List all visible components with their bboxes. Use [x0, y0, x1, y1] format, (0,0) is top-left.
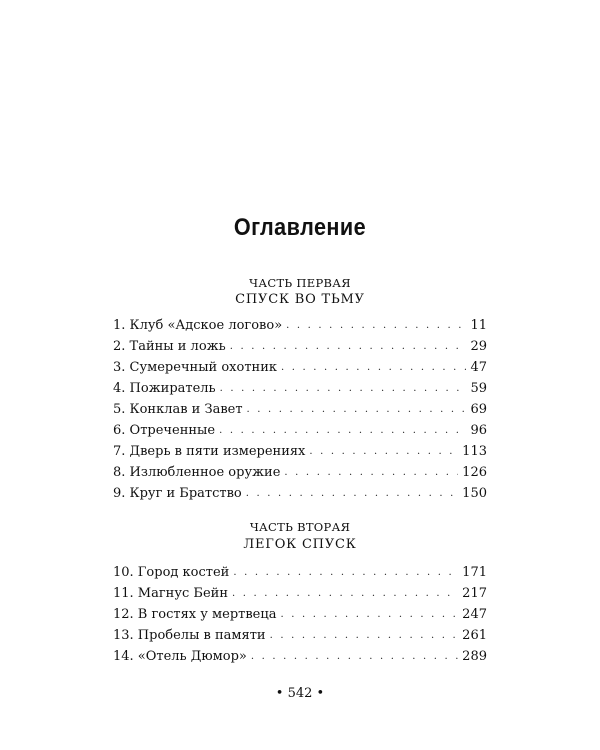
toc-entry	[113, 625, 487, 646]
chapter-page: 261	[462, 628, 487, 643]
chapter-page: 289	[462, 649, 487, 664]
dot-leader	[246, 483, 458, 504]
toc-entry	[113, 646, 487, 667]
chapter-title: 7. Дверь в пяти измерениях	[113, 444, 306, 459]
chapter-title: 4. Пожиратель	[113, 381, 216, 396]
dot-leader	[309, 441, 458, 462]
chapter-page: 11	[470, 318, 487, 333]
dot-leader	[286, 315, 466, 336]
page-title: Оглавление	[233, 214, 367, 241]
dot-leader	[220, 378, 467, 399]
chapter-title: 1. Клуб «Адское логово»	[113, 318, 283, 333]
toc-entry	[113, 336, 487, 357]
toc-entry	[113, 462, 487, 483]
chapter-page: 69	[470, 402, 487, 417]
chapter-page: 47	[470, 360, 487, 375]
dot-leader	[251, 646, 458, 667]
toc-entry	[113, 441, 487, 462]
chapter-page: 126	[462, 465, 487, 480]
chapter-page: 113	[462, 444, 487, 459]
chapter-title: 9. Круг и Братство	[113, 486, 242, 501]
dot-leader	[284, 462, 458, 483]
chapter-page: 96	[470, 423, 487, 438]
toc-part-two	[113, 562, 487, 667]
toc-entry	[113, 378, 487, 399]
part-two-label: ЧАСТЬ ВТОРАЯ	[249, 520, 351, 534]
chapter-title: 2. Тайны и ложь	[113, 339, 226, 354]
chapter-title: 11. Магнус Бейн	[113, 586, 228, 601]
toc-entry	[113, 604, 487, 625]
page-number: • 542 •	[275, 686, 325, 701]
chapter-title: 3. Сумеречный охотник	[113, 360, 277, 375]
dot-leader	[232, 583, 458, 604]
chapter-title: 13. Пробелы в памяти	[113, 628, 266, 643]
chapter-title: 12. В гостях у мертвеца	[113, 607, 277, 622]
chapter-title: 10. Город костей	[113, 565, 230, 580]
dot-leader	[270, 625, 459, 646]
toc-entry	[113, 483, 487, 504]
chapter-page: 171	[462, 565, 487, 580]
chapter-page: 150	[462, 486, 487, 501]
toc-entry	[113, 357, 487, 378]
toc-entry	[113, 562, 487, 583]
dot-leader	[233, 562, 458, 583]
dot-leader	[281, 604, 459, 625]
dot-leader	[219, 420, 466, 441]
chapter-page: 247	[462, 607, 487, 622]
toc-part-one	[113, 315, 487, 504]
chapter-page: 59	[470, 381, 487, 396]
part-one-name: СПУСК ВО ТЬМУ	[235, 292, 365, 307]
chapter-page: 29	[470, 339, 487, 354]
chapter-title: 6. Отреченные	[113, 423, 216, 438]
toc-entry	[113, 315, 487, 336]
dot-leader	[281, 357, 466, 378]
dot-leader	[247, 399, 467, 420]
chapter-title: 14. «Отель Дюмор»	[113, 649, 247, 664]
chapter-title: 5. Конклав и Завет	[113, 402, 243, 417]
toc-entry	[113, 399, 487, 420]
part-two-name: ЛЕГОК СПУСК	[243, 537, 357, 552]
chapter-title: 8. Излюбленное оружие	[113, 465, 281, 480]
chapter-page: 217	[462, 586, 487, 601]
toc-entry	[113, 583, 487, 604]
part-one-label: ЧАСТЬ ПЕРВАЯ	[249, 276, 351, 290]
toc-entry	[113, 420, 487, 441]
dot-leader	[230, 336, 467, 357]
